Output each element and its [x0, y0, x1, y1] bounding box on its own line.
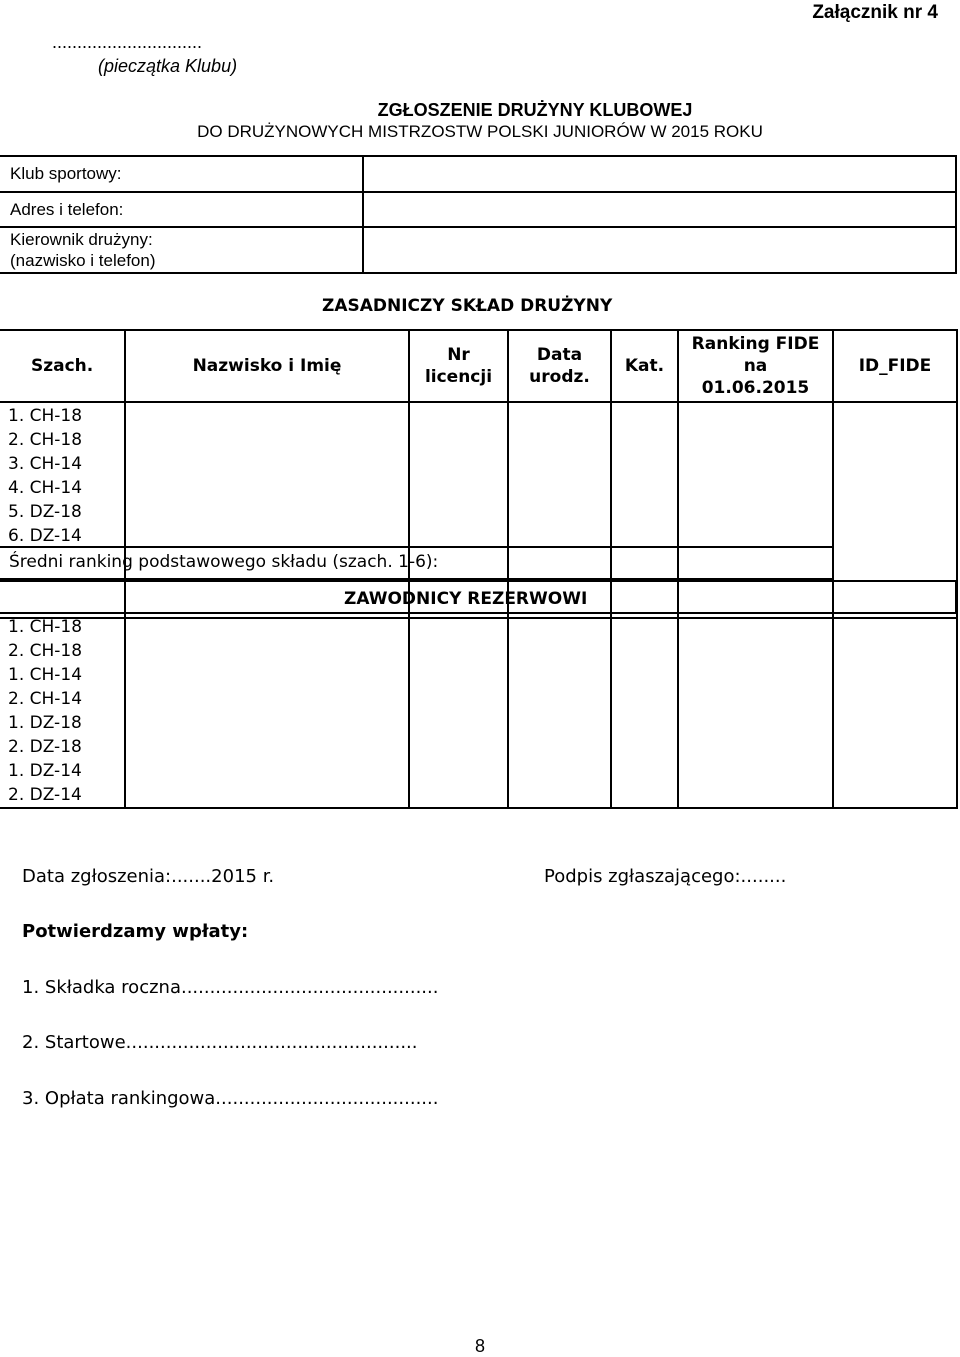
col-birth-line2: urodz.	[529, 367, 590, 387]
address-field[interactable]	[363, 192, 956, 227]
manager-label-line1: Kierownik drużyny:	[10, 230, 153, 249]
board-item: 4. CH-14	[8, 478, 83, 498]
col-birth-header	[508, 330, 611, 402]
fee-ranking: 3. Opłata rankingowa.......................................	[22, 1088, 439, 1109]
reserve-fide-id-cell[interactable]	[833, 614, 957, 808]
col-name-header: Nazwisko i Imię	[125, 330, 409, 402]
reserve-board-item: 1. CH-14	[8, 665, 83, 685]
fee-entry: 2. Startowe...................................................	[22, 1032, 418, 1053]
board-item: 1. CH-18	[8, 406, 83, 426]
stamp-dots: ..............................	[52, 32, 203, 52]
col-ranking-line1: Ranking FIDE	[691, 334, 820, 354]
reserves-table	[0, 614, 958, 809]
annex-label: Załącznik nr 4	[812, 2, 938, 23]
average-ranking-label: Średni ranking podstawowego składu (szach. 1-6):	[9, 552, 439, 572]
manager-label	[0, 227, 363, 273]
board-list	[0, 403, 124, 548]
col-license-header	[409, 330, 508, 402]
reserve-license-cell[interactable]	[409, 614, 508, 808]
col-ranking-header	[678, 330, 833, 402]
reserve-board-item: 2. CH-14	[8, 689, 83, 709]
col-category-header: Kat.	[611, 330, 678, 402]
form-subtitle: DO DRUŻYNOWYCH MISTRZOSTW POLSKI JUNIORÓW W 2015 ROKU	[197, 122, 763, 141]
col-board-header: Szach.	[0, 330, 125, 402]
reserve-board-item: 2. DZ-14	[8, 785, 82, 805]
reserve-name-cell[interactable]	[125, 614, 409, 808]
club-label: Klub sportowy:	[0, 156, 363, 192]
reserve-ranking-cell[interactable]	[678, 614, 833, 808]
manager-field[interactable]	[363, 227, 956, 273]
board-item: 3. CH-14	[8, 454, 83, 474]
board-item: 6. DZ-14	[8, 526, 82, 546]
fee-annual: 1. Składka roczna.............................................	[22, 977, 439, 998]
reserve-board-item: 1. DZ-18	[8, 713, 82, 733]
reserve-board-list	[0, 614, 124, 807]
col-birth-line1: Data	[536, 345, 583, 365]
reserve-board-cell	[0, 614, 125, 808]
col-ranking-line2: na	[743, 356, 768, 376]
form-title: ZGŁOSZENIE DRUŻYNY KLUBOWEJ	[377, 100, 693, 120]
col-ranking-line3: 01.06.2015	[701, 378, 810, 398]
reserve-board-item: 2. CH-18	[8, 641, 83, 661]
signature-label: Podpis zgłaszającego:........	[544, 866, 787, 887]
address-label: Adres i telefon:	[0, 192, 363, 227]
main-squad-title: ZASADNICZY SKŁAD DRUŻYNY	[322, 296, 613, 316]
reserve-board-item: 2. DZ-18	[8, 737, 82, 757]
club-info-table	[0, 155, 957, 274]
submission-date-label: Data zgłoszenia:.......2015 r.	[22, 866, 275, 887]
col-fide-id-header: ID_FIDE	[833, 330, 957, 402]
club-field[interactable]	[363, 156, 956, 192]
page-number: 8	[474, 1336, 485, 1356]
reserves-title: ZAWODNICY REZERWOWI	[344, 589, 588, 609]
reserve-category-cell[interactable]	[611, 614, 678, 808]
board-item: 5. DZ-18	[8, 502, 82, 522]
board-item: 2. CH-18	[8, 430, 83, 450]
col-license-line2: licencji	[424, 367, 493, 387]
manager-label-line2: (nazwisko i telefon)	[10, 251, 156, 270]
col-license-line1: Nr	[447, 345, 470, 365]
stamp-label: (pieczątka Klubu)	[98, 56, 238, 76]
reserve-board-item: 1. DZ-14	[8, 761, 82, 781]
payments-confirm-label: Potwierdzamy wpłaty:	[22, 921, 249, 942]
reserve-birth-cell[interactable]	[508, 614, 611, 808]
reserve-board-item: 1. CH-18	[8, 617, 83, 637]
